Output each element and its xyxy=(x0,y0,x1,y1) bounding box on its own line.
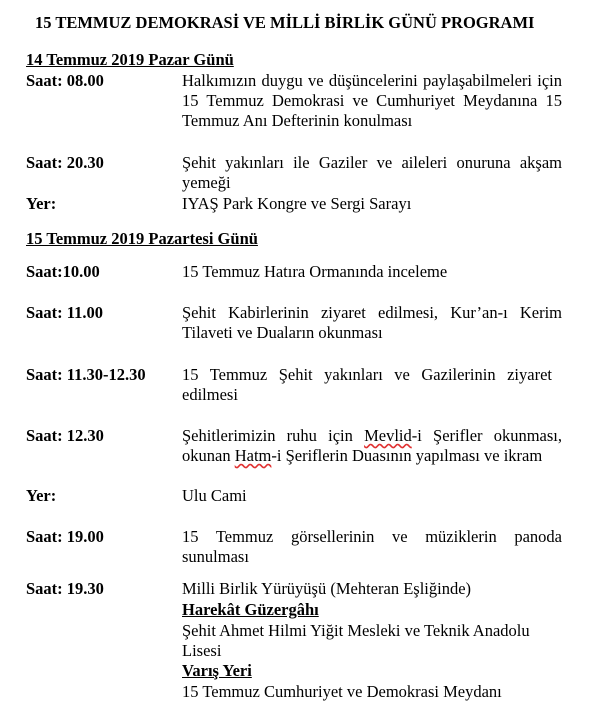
day1-venue-label: Yer: xyxy=(26,194,57,213)
day2-event5-time: Saat: 19.00 xyxy=(26,527,104,546)
day2-event4-time: Saat: 12.30 xyxy=(26,426,104,445)
arrival-label: Varış Yeri xyxy=(182,661,252,680)
arrival-value: 15 Temmuz Cumhuriyet ve Demokrasi Meydanı xyxy=(182,682,502,701)
day2-venue-value: Ulu Cami xyxy=(182,486,247,505)
event4-text-a: Şehitlerimizin ruhu için xyxy=(182,426,365,445)
day2-event5-desc: 15 Temmuz görsellerinin ve müziklerin panoda sunulması xyxy=(182,527,562,566)
day2-venue-label: Yer: xyxy=(26,486,57,505)
day2-event1-desc: 15 Temmuz Hatıra Ormanında inceleme xyxy=(182,262,448,281)
day2-event6-desc: Milli Birlik Yürüyüşü (Mehteran Eşliğinde) xyxy=(182,579,472,598)
day1-event1-desc: Halkımızın duygu ve düşüncelerini paylaşabilmeleri için 15 Temmuz Demokrasi ve Cumhuriyet Meydanına 15 Temmuz Anı Defterinin konulması xyxy=(182,71,562,130)
day2-event1-time: Saat:10.00 xyxy=(26,262,100,281)
day2-event4-desc xyxy=(182,426,562,466)
day2-event2-desc: Şehit Kabirlerinin ziyaret edilmesi, Kur’an-ı Kerim Tilaveti ve Duaların okunması xyxy=(182,303,562,342)
day1-event2-time: Saat: 20.30 xyxy=(26,153,104,172)
spellcheck-word-mevlid: Mevlid xyxy=(364,426,412,445)
day2-event6-time: Saat: 19.30 xyxy=(26,579,104,598)
day1-header: 14 Temmuz 2019 Pazar Günü xyxy=(26,50,234,69)
day1-event1-time: Saat: 08.00 xyxy=(26,71,104,90)
day1-venue-value: IYAŞ Park Kongre ve Sergi Sarayı xyxy=(182,194,412,213)
spellcheck-word-hatm: Hatm xyxy=(234,446,272,465)
day2-event3-desc: 15 Temmuz Şehit yakınları ve Gazilerinin ziyaret edilmesi xyxy=(182,365,552,404)
event4-text-b: -i Şerifler okunması, okunan xyxy=(182,426,562,465)
day2-event2-time: Saat: 11.00 xyxy=(26,303,104,322)
day2-event3-time: Saat: 11.30-12.30 xyxy=(26,365,146,384)
route-label: Harekât Güzergâhı xyxy=(182,600,319,619)
event4-text-c: -i Şeriflerin Duasının yapılması ve ikram xyxy=(271,446,543,465)
day2-header: 15 Temmuz 2019 Pazartesi Günü xyxy=(26,229,258,248)
route-value: Şehit Ahmet Hilmi Yiğit Mesleki ve Teknik Anadolu Lisesi xyxy=(182,621,530,660)
page-title: 15 TEMMUZ DEMOKRASİ VE MİLLİ BİRLİK GÜNÜ PROGRAMI xyxy=(35,13,535,32)
day1-event2-desc: Şehit yakınları ile Gaziler ve aileleri onuruna akşam yemeği xyxy=(182,153,562,192)
